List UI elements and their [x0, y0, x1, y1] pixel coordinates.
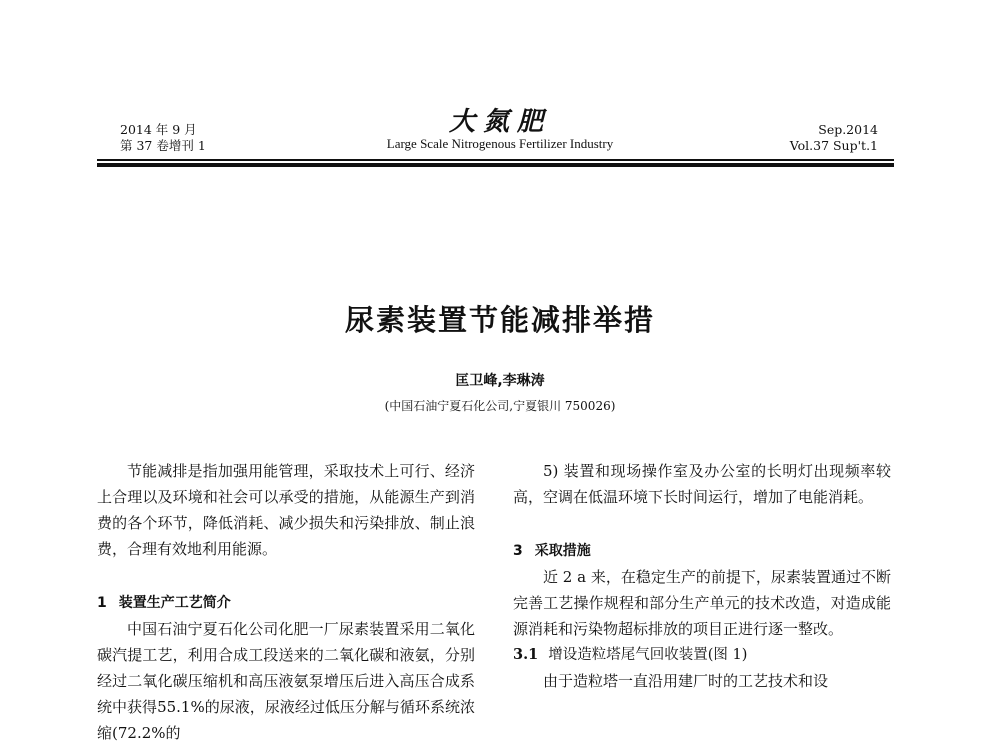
section-1-body: 中国石油宁夏石化公司化肥一厂尿素装置采用二氧化碳汽提工艺，利用合成工段送来的二氧化碳和液氨，分别经过二氧化碳压缩机和高压液氨泵增压后进入高压合成系统中获得55.1%的尿液，尿液经过低压分解与循环系统浓缩(72.2%的 [97, 620, 475, 742]
subsection-3-1-body: 由于造粒塔一直沿用建厂时的工艺技术和设 [543, 672, 829, 690]
article-title: 尿素装置节能减排举措 [344, 303, 655, 337]
section-3-number: 3 [513, 543, 523, 559]
intro-paragraph: 节能减排是指加强用能管理，采取技术上可行、经济上合理以及环境和社会可以承受的措施，从能源生产到消费的各个环节，降低消耗、减少损失和污染排放、制止浪费，合理有效地利用能源。 [97, 462, 475, 558]
right-column [513, 458, 891, 694]
article-authors: 匡卫峰,李琳涛 [455, 373, 545, 389]
header-rule-thin [97, 159, 894, 161]
section-1-title: 装置生产工艺简介 [118, 595, 231, 611]
left-column [97, 458, 475, 746]
volume-cn: 第 37 卷增刊 1 [120, 138, 206, 153]
section-3-title: 采取措施 [534, 543, 591, 559]
header-rule-thick [97, 163, 894, 167]
article-affiliation: (中国石油宁夏石化公司,宁夏银川 750026) [384, 399, 616, 413]
list-item-5: 5) 装置和现场操作室及办公室的长明灯出现频率较高，空调在低温环境下长时间运行，增加了电能消耗。 [513, 462, 891, 506]
journal-logo: 大氮肥 [448, 107, 551, 137]
subsection-3-1-title: 增设造粒塔尾气回收装置(图 1) [548, 647, 748, 663]
section-3-heading [513, 538, 891, 564]
section-3-body: 近 2 a 来，在稳定生产的前提下，尿素装置通过不断完善工艺操作规程和部分生产单元的技术改造，对造成能源消耗和污染物超标排放的项目正进行逐一整改。 [513, 568, 891, 638]
subsection-3-1-heading [513, 642, 891, 668]
issue-date-en: Sep.2014 [818, 122, 878, 137]
running-header-right [790, 122, 878, 154]
section-1-heading [97, 590, 475, 616]
subsection-3-1-number: 3.1 [513, 646, 539, 663]
section-1-number: 1 [97, 595, 107, 611]
volume-en: Vol.37 Sup't.1 [789, 138, 878, 153]
journal-name-en: Large Scale Nitrogenous Fertilizer Industry [386, 136, 614, 151]
issue-date-cn: 2014 年 9 月 [120, 122, 197, 137]
